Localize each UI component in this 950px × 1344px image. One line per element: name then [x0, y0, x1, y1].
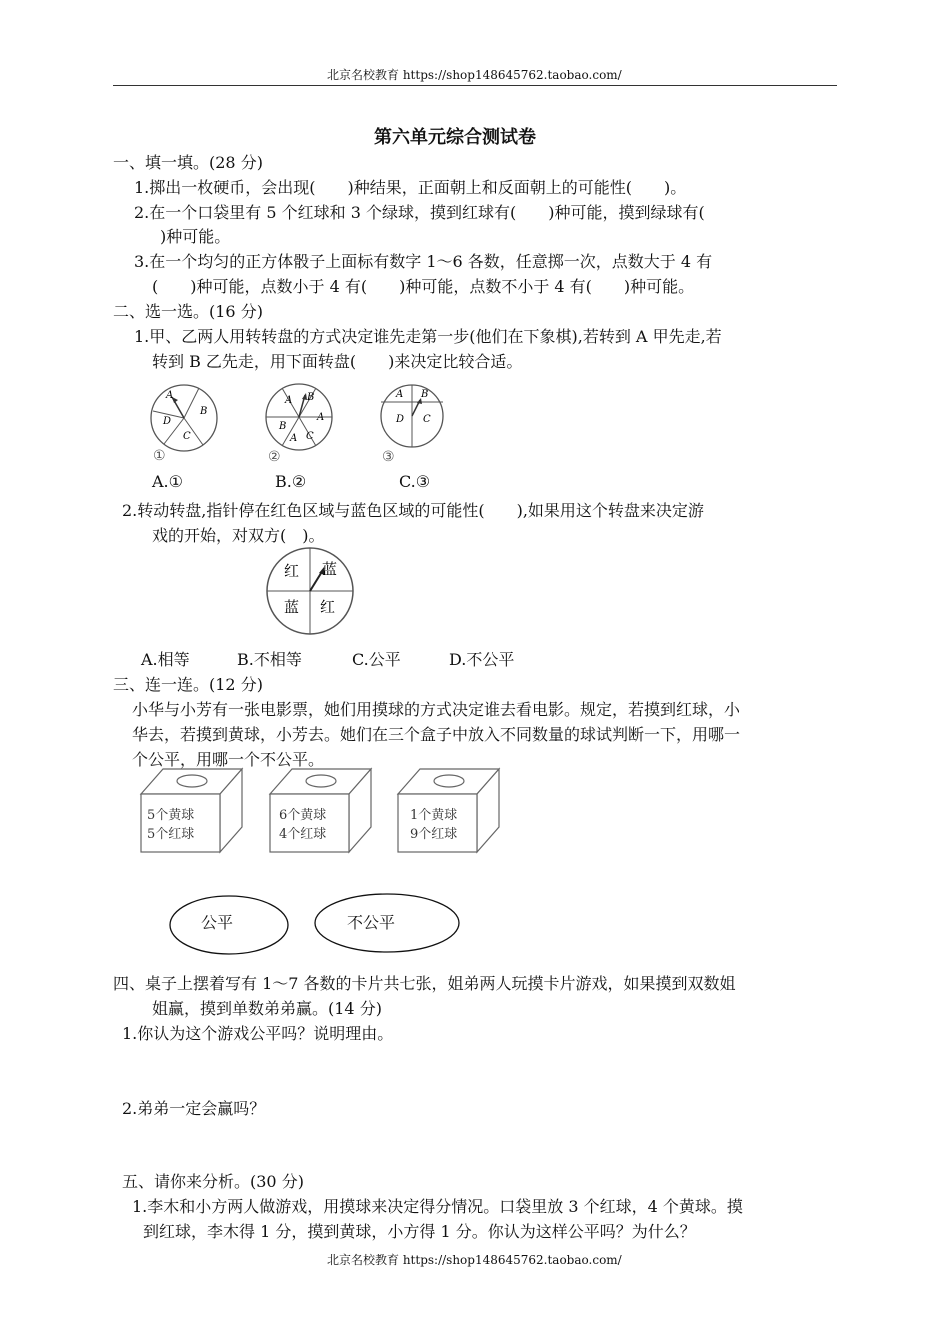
- spinner-label: A: [285, 395, 293, 406]
- s2-question2-line1: 2.转动转盘,指针停在红色区域与蓝色区域的可能性( ),如果用这个转盘来决定游: [122, 501, 704, 520]
- spinner-1-figure: [150, 375, 222, 465]
- color-spinner-figure: [264, 543, 356, 635]
- page-footer: 北京名校教育 https://shop148645762.taobao.com/: [327, 1253, 622, 1267]
- box-1-label: [147, 806, 194, 844]
- box-3-label: [410, 806, 457, 844]
- s5-question1-line1: 1.李木和小方两人做游戏，用摸球来决定得分情况。口袋里放 3 个红球，4 个黄球。摸: [132, 1197, 743, 1216]
- s3-paragraph-line2: 华去，若摸到黄球，小芳去。她们在三个盒子中放入不同数量的球试判断一下，用哪一: [132, 725, 741, 744]
- spinner-number: ②: [268, 449, 281, 465]
- s4-question2: 2.弟弟一定会赢吗？: [122, 1099, 266, 1118]
- spinner-label: B: [421, 389, 429, 400]
- s5-question1-line2: 到红球，李木得 1 分，摸到黄球，小方得 1 分。你认为这样公平吗？为什么？: [143, 1222, 696, 1241]
- spinner-label: A: [396, 389, 404, 400]
- section4-heading-line1: 四、桌子上摆着写有 1～7 各数的卡片共七张，姐弟两人玩摸卡片游戏，如果摸到双数姐: [113, 974, 736, 993]
- spinner-sector-label: 蓝: [322, 560, 338, 578]
- page-title: 第六单元综合测试卷: [374, 127, 536, 148]
- spinner-label: C: [423, 414, 431, 425]
- spinner-label: D: [396, 414, 405, 425]
- section5-heading: 五、请你来分析。(30 分): [122, 1172, 304, 1191]
- spinner-label: D: [163, 416, 172, 427]
- oval-fair-label: 公平: [201, 913, 234, 932]
- s1-question2-line2: )种可能。: [160, 227, 231, 246]
- s4-question1: 1.你认为这个游戏公平吗？说明理由。: [122, 1024, 394, 1043]
- box-3-red: 9个红球: [410, 827, 458, 842]
- s2-q2-option-b: B.不相等: [237, 650, 302, 669]
- oval-unfair-label: 不公平: [347, 913, 396, 932]
- s2-question2-line2: 戏的开始，对双方( )。: [152, 526, 325, 545]
- s2-q1-option-c: C.③: [399, 472, 431, 491]
- spinner-number: ①: [153, 448, 166, 464]
- spinner-label: B: [279, 421, 287, 432]
- spinner-label: A: [166, 390, 174, 401]
- section1-heading: 一、填一填。(28 分): [113, 153, 263, 172]
- s1-question1: 1.掷出一枚硬币，会出现( )种结果，正面朝上和反面朝上的可能性( )。: [134, 178, 687, 197]
- box-1-red: 5个红球: [147, 827, 195, 842]
- spinner-label: B: [200, 406, 208, 417]
- s2-q2-option-d: D.不公平: [449, 650, 515, 669]
- spinner-sector-label: 红: [284, 562, 300, 580]
- s2-q1-option-b: B.②: [275, 472, 307, 491]
- box-2-label: [279, 806, 326, 844]
- divider: [184, 388, 199, 418]
- spinner-label: C: [183, 431, 191, 442]
- spinner-sector-label: 红: [320, 598, 336, 616]
- s2-question1-line1: 1.甲、乙两人用转转盘的方式决定谁先走第一步(他们在下象棋),若转到 A 甲先走,若: [134, 327, 722, 346]
- s1-question2-line1: 2.在一个口袋里有 5 个红球和 3 个绿球，摸到红球有( )种可能，摸到绿球有(: [134, 203, 705, 222]
- spinner-label: C: [306, 431, 314, 442]
- s2-q2-option-a: A.相等: [141, 650, 190, 669]
- s2-question1-line2: 转到 B 乙先走，用下面转盘( )来决定比较合适。: [152, 352, 523, 371]
- box-1-yellow: 5个黄球: [147, 808, 195, 823]
- spinner-label: B: [307, 392, 315, 403]
- s2-q1-option-a: A.①: [152, 472, 183, 491]
- s2-q2-option-c: C.公平: [352, 650, 401, 669]
- spinner-2-figure: [265, 373, 337, 465]
- page-header: 北京名校教育 https://shop148645762.taobao.com/: [327, 68, 622, 82]
- box-2-yellow: 6个黄球: [279, 808, 327, 823]
- spinner-label: A: [290, 433, 298, 444]
- s1-question3-line2: ( )种可能，点数小于 4 有( )种可能，点数不小于 4 有( )种可能。: [152, 277, 695, 296]
- s3-paragraph-line3: 个公平，用哪一个不公平。: [132, 750, 325, 769]
- spinner-3-figure: [380, 371, 452, 465]
- s3-paragraph-line1: 小华与小芳有一张电影票，她们用摸球的方式决定谁去看电影。规定，若摸到红球，小: [132, 700, 741, 719]
- section3-heading: 三、连一连。(12 分): [113, 675, 263, 694]
- section2-heading: 二、选一选。(16 分): [113, 302, 263, 321]
- spinner-number: ③: [382, 449, 395, 465]
- box-3-yellow: 1个黄球: [410, 808, 458, 823]
- section4-heading-line2: 姐赢，摸到单数弟弟赢。(14 分): [152, 999, 382, 1018]
- s1-question3-line1: 3.在一个均匀的正方体骰子上面标有数字 1～6 各数，任意掷一次，点数大于 4 有: [134, 252, 713, 271]
- spinner-label: A: [317, 412, 325, 423]
- box-2-red: 4个红球: [279, 827, 327, 842]
- header-rule: [113, 85, 837, 86]
- spinner-sector-label: 蓝: [284, 598, 300, 616]
